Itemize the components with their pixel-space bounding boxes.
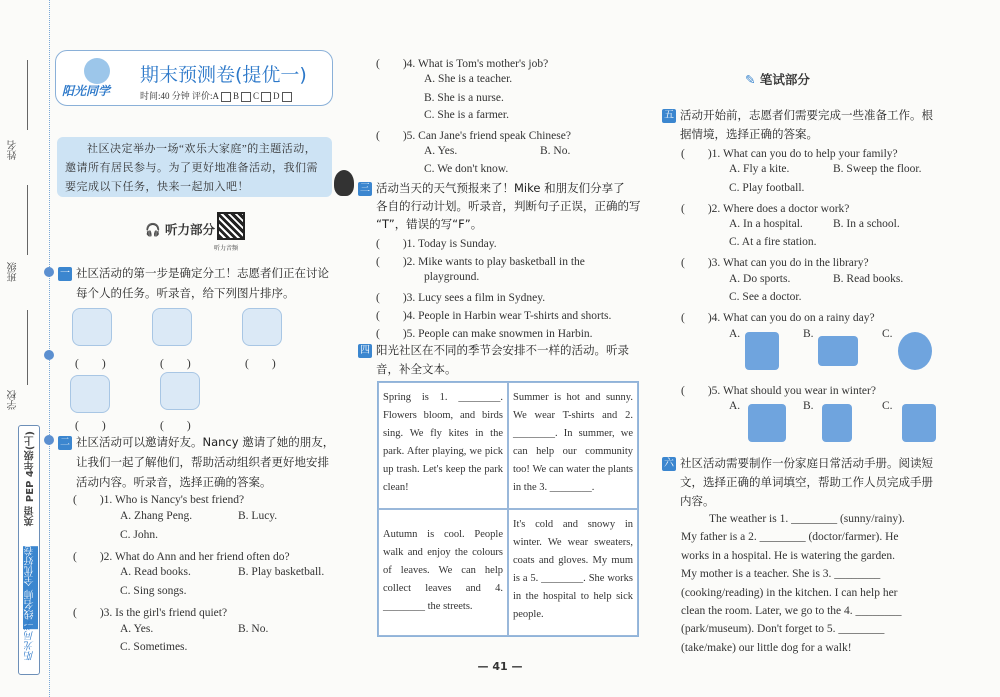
page-title: 期末预测卷(提优一) xyxy=(140,64,307,86)
grade-d: D xyxy=(273,91,280,101)
instruction-line: 文，选择正确的单词填空，帮助工作人员完成手册 xyxy=(680,475,933,489)
section-number: 二 xyxy=(60,437,70,448)
option[interactable]: C. xyxy=(882,400,893,412)
instruction-line: 阳光社区在不同的季节会安排不一样的活动。听录 xyxy=(376,343,629,357)
picture-1 xyxy=(72,308,112,346)
grade-a: A xyxy=(212,91,220,101)
option[interactable]: A. In a hospital. xyxy=(729,218,803,230)
option[interactable]: A. Yes. xyxy=(120,623,154,635)
option[interactable]: C. Sometimes. xyxy=(120,641,188,653)
instruction-line: 活动内容。听录音，选择正确的答案。 xyxy=(76,475,272,489)
answer-bracket[interactable]: ( ) xyxy=(160,358,191,370)
instruction-line: 社区活动需要制作一份家庭日常活动手册。阅读短 xyxy=(680,456,933,470)
answer-bracket[interactable]: ( ) xyxy=(75,420,106,432)
punch-hole xyxy=(44,435,54,445)
qr-caption: 听力音频 xyxy=(214,245,239,252)
section-2-instructions xyxy=(58,432,334,492)
grade-c: C xyxy=(253,91,260,101)
option[interactable]: A. Do sports. xyxy=(729,273,791,285)
question: ( )1. Who is Nancy's best friend? xyxy=(73,494,245,506)
question: ( )2. What do Ann and her friend often do? xyxy=(73,551,290,563)
option[interactable]: B. xyxy=(803,328,814,340)
section-number: 一 xyxy=(60,268,70,279)
option[interactable]: C. See a doctor. xyxy=(729,291,802,303)
basketball-picture xyxy=(745,332,779,370)
option[interactable]: C. We don't know. xyxy=(424,163,509,175)
instruction-line: “T”，错误的写“F”。 xyxy=(376,217,483,231)
option[interactable]: C. She is a farmer. xyxy=(424,109,509,121)
grade-b: B xyxy=(233,91,240,101)
instruction-line: 让我们一起了解他们，帮助活动组织者更好地安排 xyxy=(76,455,329,469)
grade-box xyxy=(18,425,40,675)
option[interactable]: B. Play basketball. xyxy=(238,566,325,578)
page-number: — 41 — xyxy=(477,660,523,673)
brand-label: 阳光同学 xyxy=(25,621,36,661)
passage-line: (cooking/reading) in the kitchen. I can help her xyxy=(681,586,898,599)
option[interactable]: B. No. xyxy=(238,623,269,635)
cell-autumn: Autumn is cool. People walk and enjoy the colours of leaves. We can help collect leaves and 4. ________ the streets. xyxy=(378,509,508,636)
option[interactable]: C. Sing songs. xyxy=(120,585,187,597)
section-number: 四 xyxy=(360,345,370,356)
cell-winter: It's cold and snowy in winter. We wear sweaters, coats and gloves. My mum is a 5. ________. She works in the hospital to help sick people. xyxy=(508,509,638,636)
tf-item: ( )2. Mike wants to play basketball in the xyxy=(376,256,585,268)
option[interactable]: A. Fly a kite. xyxy=(729,163,790,175)
tf-item: ( )4. People in Harbin wear T-shirts and shorts. xyxy=(376,310,612,322)
section-3-instructions xyxy=(358,179,641,233)
class-label: 班级 xyxy=(8,262,19,282)
question: ( )1. What can you do to help your family? xyxy=(681,148,898,160)
picture-4 xyxy=(70,375,110,413)
name-field[interactable] xyxy=(27,60,28,130)
dress-picture xyxy=(822,404,852,442)
cell-summer: Summer is hot and sunny. We wear T-shirts and 2. ________. In summer, we can help our community too! We can water the plants in the 3. ________. xyxy=(508,382,638,509)
section-4-instructions xyxy=(358,341,629,379)
grade-checkbox[interactable] xyxy=(221,92,231,102)
binding-spine xyxy=(0,0,50,697)
time-label: 时间:40 分钟 评价: xyxy=(140,91,213,101)
question: ( )5. Can Jane's friend speak Chinese? xyxy=(376,130,571,142)
option[interactable]: B. She is a nurse. xyxy=(424,92,504,104)
question: ( )2. Where does a doctor work? xyxy=(681,203,850,215)
listening-title-text: 听力部分 xyxy=(164,222,215,237)
picture-3 xyxy=(242,308,282,346)
passage-line: (take/make) our little dog for a walk! xyxy=(681,641,852,654)
writing-title-text: 笔试部分 xyxy=(759,72,810,87)
pencil-icon: ✎ xyxy=(745,72,756,87)
logo-text: 阳光同学 xyxy=(62,84,111,98)
section-number: 三 xyxy=(360,183,370,194)
option[interactable]: B. Sweep the floor. xyxy=(833,163,922,175)
answer-bracket[interactable]: ( ) xyxy=(75,358,106,370)
question: ( )4. What is Tom's mother's job? xyxy=(376,58,549,70)
name-label: 姓名 xyxy=(8,140,19,160)
writing-title xyxy=(745,70,810,88)
intro-box xyxy=(57,137,332,197)
instruction-line: 各自的行动计划。听录音，判断句子正误，正确的写 xyxy=(376,199,641,213)
time-evaluation xyxy=(140,89,294,102)
question: ( )3. Is the girl's friend quiet? xyxy=(73,607,228,619)
option[interactable]: A. She is a teacher. xyxy=(424,73,513,85)
instruction-line: 音，补全文本。 xyxy=(376,362,457,376)
instruction-line: 社区活动的第一步是确定分工！志愿者们正在讨论 xyxy=(76,266,329,280)
school-field[interactable] xyxy=(27,310,28,385)
option[interactable]: A. xyxy=(729,328,741,340)
section-1-instructions xyxy=(58,263,329,303)
option[interactable]: A. Read books. xyxy=(120,566,191,578)
option[interactable]: B. No. xyxy=(540,145,571,157)
picture-5 xyxy=(160,372,200,410)
headphone-icon: 🎧 xyxy=(145,222,161,237)
snowman-picture xyxy=(898,332,932,370)
tf-item: ( )5. People can make snowmen in Harbin. xyxy=(376,328,593,340)
option[interactable]: A. Yes. xyxy=(424,145,458,157)
instruction-line: 每个人的任务。听录音，给下列图片排序。 xyxy=(76,286,295,300)
punch-hole xyxy=(44,350,54,360)
intro-text: 社区决定举办一场“欢乐大家庭”的主题活动，邀请所有居民参与。为了更好地准备活动，我们需要完成以下任务，快来一起加入吧！ xyxy=(65,143,318,193)
answer-bracket[interactable]: ( ) xyxy=(160,420,191,432)
option[interactable]: B. Lucy. xyxy=(238,510,278,522)
option[interactable]: B. xyxy=(803,400,814,412)
passage-line: (park/museum). Don't forget to 5. ________ xyxy=(681,623,885,636)
option[interactable]: C. John. xyxy=(120,529,159,541)
passage-line: works in a hospital. He is watering the garden. xyxy=(681,549,895,562)
question: ( )3. What can you do in the library? xyxy=(681,257,869,269)
tf-item: ( )1. Today is Sunday. xyxy=(376,238,497,250)
answer-bracket[interactable]: ( ) xyxy=(245,358,276,370)
option[interactable]: A. Zhang Peng. xyxy=(120,510,193,522)
picture-2 xyxy=(152,308,192,346)
instruction-line: 内容。 xyxy=(680,494,715,508)
option[interactable]: A. xyxy=(729,400,741,412)
listening-title xyxy=(145,220,215,238)
school-label: 学校 xyxy=(8,390,19,410)
tshirt-picture xyxy=(748,404,786,442)
section-6-instructions xyxy=(662,454,933,511)
instruction-line: 社区活动可以邀请好友。Nancy 邀请了她的朋友， xyxy=(76,435,335,449)
option[interactable]: C. At a fire station. xyxy=(729,236,817,248)
option[interactable]: B. Read books. xyxy=(833,273,904,285)
window-rain-picture xyxy=(818,336,858,366)
passage-line: My mother is a teacher. She is 3. ________ xyxy=(681,568,881,581)
instruction-line: 活动开始前，志愿者们需要完成一些准备工作。根 xyxy=(680,108,933,122)
instruction-line: 据情境，选择正确的答案。 xyxy=(680,127,818,141)
tf-item: ( )3. Lucy sees a film in Sydney. xyxy=(376,292,546,304)
option[interactable]: C. Play football. xyxy=(729,182,805,194)
girl-mascot-icon xyxy=(334,170,354,196)
passage-line: clean the room. Later, we go to the 4. ________ xyxy=(681,605,902,618)
question: ( )4. What can you do on a rainy day? xyxy=(681,312,875,324)
coat-picture xyxy=(902,404,936,442)
grade-checkbox[interactable] xyxy=(282,92,292,102)
qr-code-icon[interactable] xyxy=(217,212,245,240)
instruction-line: 活动当天的天气预报来了！Mike 和朋友们分享了 xyxy=(376,181,625,195)
passage-line: My father is a 2. ________ (doctor/farmer). He xyxy=(681,531,899,544)
grade-checkbox[interactable] xyxy=(261,92,271,102)
grade-checkbox[interactable] xyxy=(241,92,251,102)
grade-label: 英语 PEP 4年级(上) xyxy=(25,431,36,526)
passage-line: The weather is 1. ________ (sunny/rainy). xyxy=(709,513,905,525)
punch-hole xyxy=(44,267,54,277)
seasons-table xyxy=(377,381,639,637)
logo xyxy=(62,58,132,100)
section-5-instructions xyxy=(662,106,933,144)
option[interactable]: B. In a school. xyxy=(833,218,900,230)
question: ( )5. What should you wear in winter? xyxy=(681,385,876,397)
sun-icon xyxy=(84,58,110,84)
section-number: 五 xyxy=(664,110,674,121)
section-number: 六 xyxy=(664,458,674,469)
class-field[interactable] xyxy=(27,185,28,255)
cell-spring: Spring is 1. ________. Flowers bloom, and birds sing. We fly kites in the park. After playing, we pick up trash. Let's keep the park clean! xyxy=(378,382,508,509)
series-label: 一线名师 全优好卷 xyxy=(25,546,36,630)
reading-passage xyxy=(681,510,946,657)
option[interactable]: C. xyxy=(882,328,893,340)
tf-item-cont: playground. xyxy=(424,271,480,283)
